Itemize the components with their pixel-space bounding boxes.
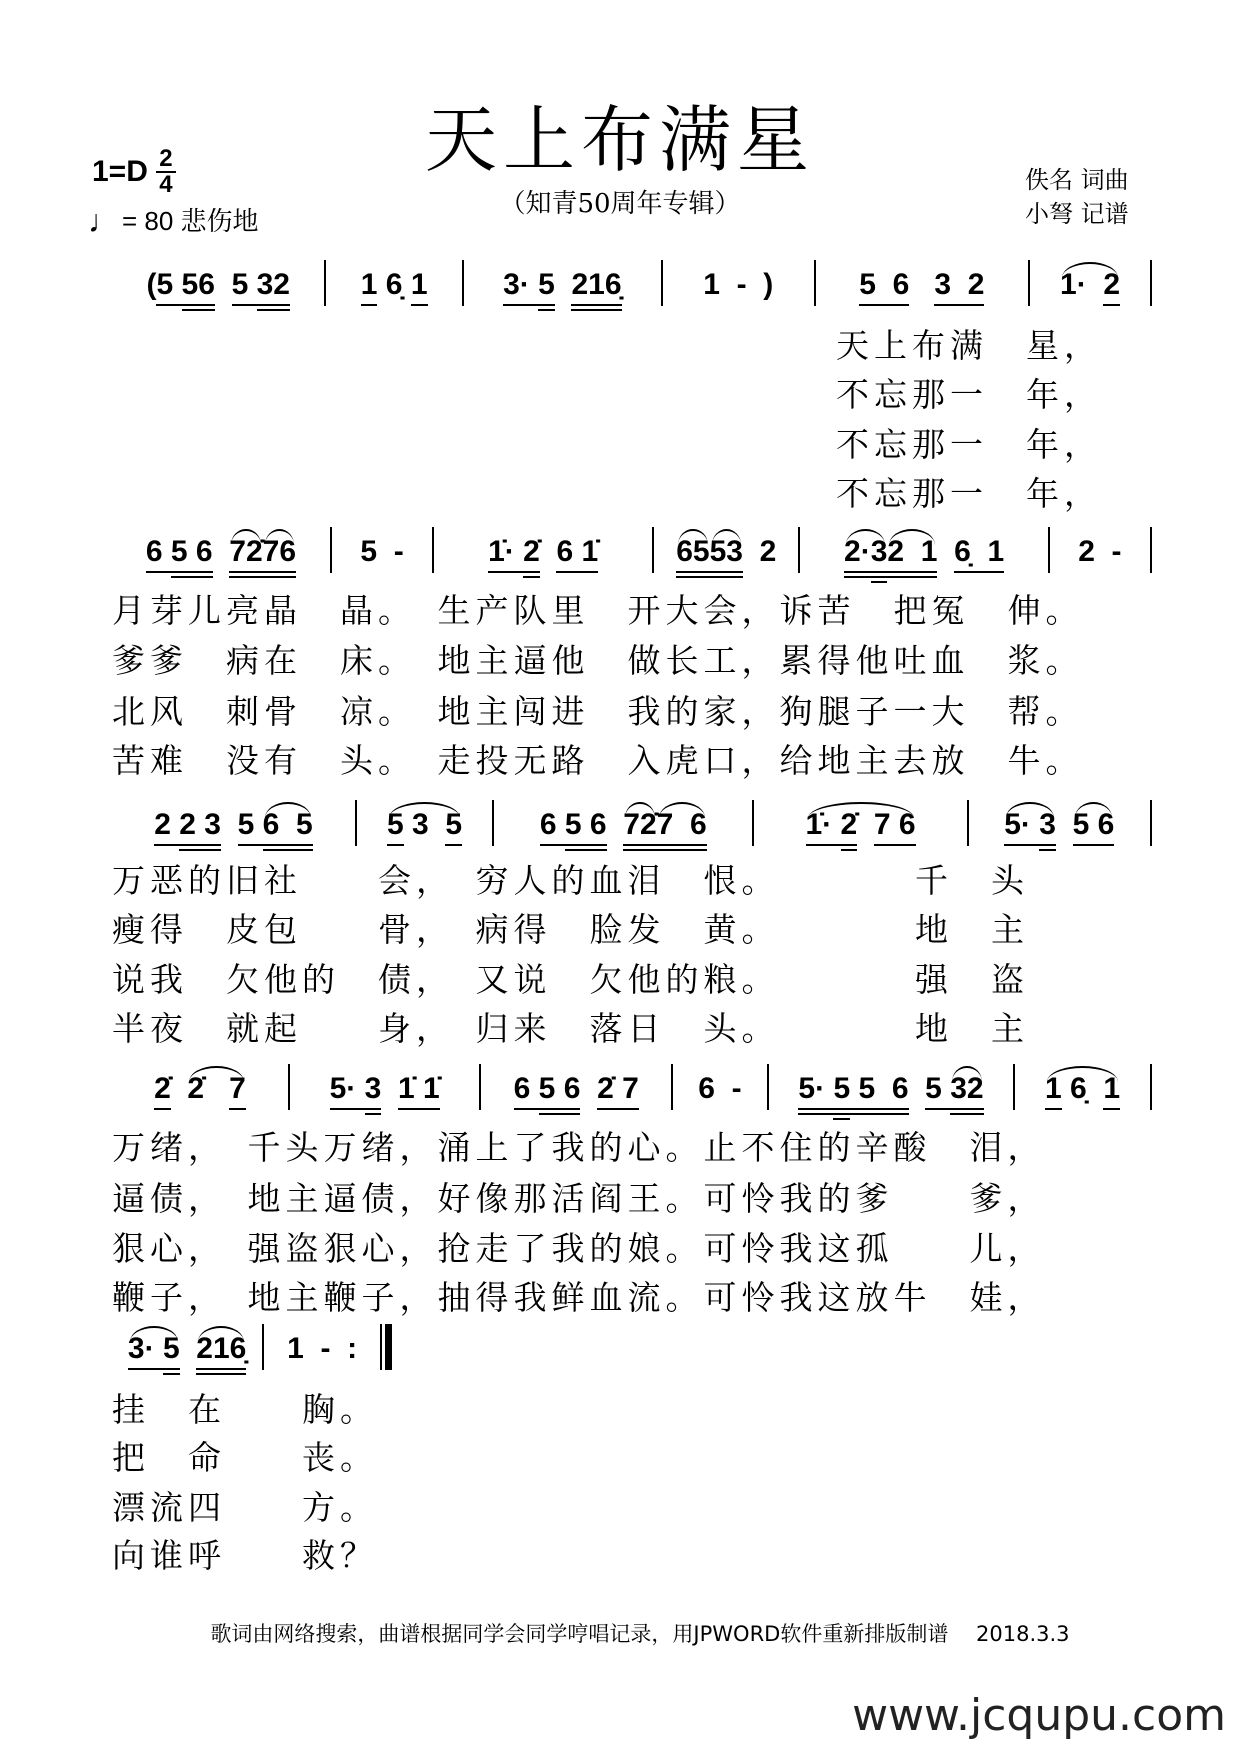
lyric-line-verse-1: 万恶的旧社 会， 穷人的血泪 恨。 千 头 [112, 861, 1029, 900]
note-group: 1̇· [488, 535, 523, 583]
note-group: 1 [411, 268, 428, 316]
lyric-line-verse-3: 北风 刺骨 凉。 地主闯进 我的家，狗腿子一大 帮。 [112, 692, 1084, 731]
note-group: 1 [361, 268, 378, 316]
note-group: 5 6 [171, 535, 213, 583]
measure [434, 535, 652, 583]
barline [380, 1324, 382, 1370]
note-group [215, 268, 232, 316]
note-group: 7 [229, 535, 246, 583]
note-group [381, 1072, 398, 1120]
measure [112, 268, 324, 316]
barline [1150, 1064, 1152, 1110]
lyric-line-verse-4: 苦难 没有 头。 走投无路 入虎口，给地主去放 牛。 [112, 741, 1084, 780]
note-group: 1̇· [806, 808, 841, 856]
note-group: 6 1̇ [556, 535, 598, 583]
note-group: 5 6 [539, 1072, 581, 1120]
note-group: 2̇ [640, 808, 657, 856]
note-group: 7 6 [874, 808, 916, 856]
note-group [221, 808, 238, 856]
note-group: 5· [330, 1072, 365, 1120]
notation-row [112, 258, 1152, 316]
song-subtitle: （知青50周年专辑） [499, 189, 741, 219]
note-group: 6 [676, 535, 693, 583]
note-group: 6 [263, 808, 280, 856]
site-watermark: www.jcqupu.com [852, 1690, 1226, 1741]
time-sig-top: 2 [159, 145, 173, 172]
note-group: 5 [710, 535, 727, 583]
lyric-line-verse-1: 天上布满 星， [836, 326, 1102, 365]
measure [481, 1072, 671, 1120]
note-group: 2 [1103, 268, 1120, 316]
slur [1075, 802, 1113, 818]
note-group: 1 [921, 535, 938, 583]
note-group: 6 [146, 535, 171, 583]
slur [952, 1066, 981, 1082]
note-group: 7 [229, 1072, 246, 1120]
note-group: 7 [623, 808, 640, 856]
note-group: 2 [759, 535, 777, 568]
note-group: 5 6 [850, 1072, 908, 1120]
note-group: 6 - [698, 1072, 742, 1105]
note-group [213, 535, 230, 583]
lyric-line-verse-1: 万绪， 千头万绪，涌上了我的心。止不住的辛酸 泪， [112, 1128, 1046, 1167]
barline [1150, 800, 1152, 846]
note-group: 216̣ [571, 268, 621, 316]
barline [1150, 527, 1152, 573]
slur [1006, 802, 1054, 818]
lyric-line-verse-3: 不忘那一 年， [836, 425, 1102, 464]
note-group: 2 [154, 808, 179, 856]
note-group: 3 [950, 1072, 967, 1120]
measure [969, 808, 1150, 856]
key-signature [92, 145, 176, 198]
lyric-line-verse-2: 不忘那一 年， [836, 375, 1102, 414]
note-group: 6 [1098, 808, 1115, 856]
slur [889, 529, 935, 545]
note-group [607, 808, 624, 856]
note-group: 5 [156, 268, 181, 316]
song-title: 天上布满星 [424, 98, 815, 182]
footer-note: 歌词由网络搜索，曲谱根据同学会同学哼唱记录，用JPWORD软件重新排版制谱 2018.3.3 [210, 1622, 1070, 1646]
note-group [743, 535, 760, 583]
note-group: 3 [1039, 808, 1056, 856]
lyric-line-verse-4: 鞭子， 地主鞭子，抽得我鲜血流。可怜我这放牛 娃， [112, 1278, 1046, 1317]
note-group [555, 268, 572, 316]
slur [130, 1326, 178, 1342]
note-group: 5· [798, 1072, 833, 1120]
slur [389, 802, 460, 818]
measure [112, 535, 330, 583]
slur [231, 529, 260, 545]
key-label: 1=D [92, 155, 148, 188]
note-group: 2̇ [154, 1072, 171, 1120]
note-group: 3 [403, 808, 446, 841]
notation-row [112, 1322, 392, 1380]
tempo-marking [88, 203, 259, 239]
slur [659, 802, 705, 818]
note-group: 3 2 [934, 268, 984, 316]
slur [678, 529, 707, 545]
note-group: 2̇ [187, 1072, 205, 1105]
measure [673, 1072, 767, 1120]
note-group: 3 [365, 1072, 382, 1120]
note-group: 5 [238, 808, 263, 856]
slur [189, 1066, 243, 1082]
lyric-line-verse-3: 说我 欠他的 债， 又说 欠他的粮。 强 盗 [112, 960, 1029, 999]
measure [264, 1332, 380, 1380]
lyric-line-verse-1: 挂 在 胸。 [112, 1390, 378, 1429]
slur [846, 529, 885, 545]
note-group: ( [146, 268, 157, 301]
note-group: 5 [833, 1072, 850, 1120]
note-group: 2· [844, 535, 871, 583]
notation-row [112, 1062, 1152, 1120]
note-group: 5 [538, 268, 555, 316]
note-group: 5 6 [859, 268, 909, 316]
measure [326, 268, 461, 316]
lyric-line-verse-4: 向谁呼 救？ [112, 1536, 378, 1575]
slur [1062, 262, 1118, 278]
lyric-line-verse-2: 瘦得 皮包 骨， 病得 脸发 黄。 地 主 [112, 910, 1029, 949]
measure [816, 268, 1028, 316]
slur [712, 529, 741, 545]
slur [265, 529, 294, 545]
note-group: 6 [514, 1072, 539, 1120]
note-group: 32 [257, 268, 290, 316]
lyric-line-verse-4: 半夜 就起 身， 归来 落日 头。 地 主 [112, 1009, 1029, 1048]
slur [1047, 1066, 1118, 1082]
note-group: 5 [925, 1072, 950, 1120]
lyric-line-verse-2: 逼债， 地主逼债，好像那活阎王。可怜我的爹 爹， [112, 1179, 1046, 1218]
note-group: 2̇ [246, 535, 263, 583]
repeat-end-barline [385, 1324, 392, 1370]
measure [1050, 535, 1150, 583]
measure [494, 808, 752, 856]
note-group [909, 268, 934, 316]
note-group: 6 [690, 808, 707, 856]
measure [332, 535, 432, 583]
note-group: 2 - [1078, 535, 1122, 568]
note-group: 6̣ 1 [954, 535, 1004, 583]
note-group: 216̣ [196, 1332, 246, 1380]
note-group: 5 - [360, 535, 404, 568]
note-group: 3 [726, 535, 743, 583]
lyric-line-verse-3: 漂流四 方。 [112, 1488, 378, 1527]
note-group: 2̇ [841, 808, 858, 856]
credits [1025, 163, 1129, 231]
note-group: 6 [279, 535, 296, 583]
note-group: 5 [693, 535, 710, 583]
note-group: 1 - ) [703, 268, 774, 301]
note-group [580, 1072, 597, 1120]
note-group [540, 535, 557, 583]
note-group: 3· [128, 1332, 163, 1380]
notation-row [112, 798, 1152, 856]
note-group: 1̇ 1̇ [398, 1072, 440, 1120]
slur [625, 802, 654, 818]
note-group: 6̣ [377, 268, 411, 301]
lyric-line-verse-4: 不忘那一 年， [836, 474, 1102, 513]
note-group: 5 [296, 808, 313, 856]
note-group [180, 1332, 197, 1380]
note-group [909, 1072, 926, 1120]
note-group [1056, 808, 1073, 856]
note-group [937, 535, 954, 583]
note-group: 1 - : [287, 1332, 358, 1365]
barline [1150, 260, 1152, 306]
lyric-line-verse-1: 月芽儿亮晶 晶。 生产队里 开大会，诉苦 把冤 伸。 [112, 591, 1084, 630]
note-group: 2 [887, 535, 904, 583]
note-group: 6 [540, 808, 565, 856]
tempo-text: = 80 悲伤地 [122, 206, 259, 236]
note-group: 1 [1045, 1072, 1062, 1120]
note-group: 5 [387, 808, 404, 856]
slur [808, 802, 914, 818]
note-group: 3 [871, 535, 888, 583]
note-group: 1 [1103, 1072, 1120, 1120]
note-group: 5 [163, 1332, 180, 1380]
measure [663, 268, 814, 316]
note-group: 6̣ [1061, 1072, 1104, 1105]
note-group: 2̇ 7 [597, 1072, 639, 1120]
lyric-line-verse-2: 把 命 丧。 [112, 1438, 378, 1477]
slur [198, 1326, 244, 1342]
note-group: 5 [445, 808, 462, 856]
note-group: 7 [657, 808, 674, 856]
time-signature [156, 145, 176, 198]
lyric-line-verse-3: 狠心， 强盗狠心，抢走了我的娘。可怜我这孤 儿， [112, 1229, 1046, 1268]
note-group: 5 [232, 268, 257, 316]
note-group: 5 6 [565, 808, 607, 856]
slur [265, 802, 311, 818]
measure [464, 268, 661, 316]
notation-row [112, 525, 1152, 583]
note-group: 5· [1004, 808, 1039, 856]
measure [290, 1072, 480, 1120]
quarter-note-icon: ♩ [88, 203, 120, 239]
note-group: 56 [182, 268, 215, 316]
note-group: 7 [263, 535, 280, 583]
note-group: 1· [1060, 268, 1096, 301]
credit-notation: 小弩 记谱 [1025, 200, 1129, 228]
note-group: 5 [1073, 808, 1090, 856]
note-group [171, 1072, 188, 1120]
note-group: 2 3 [179, 808, 221, 856]
lyric-line-verse-2: 爹爹 病在 床。 地主逼他 做长工，累得他吐血 浆。 [112, 641, 1084, 680]
time-sig-bottom: 4 [159, 171, 173, 198]
note-group: 2̇ [523, 535, 540, 583]
credit-lyrics-music: 佚名 词曲 [1025, 166, 1129, 194]
note-group: 3· [503, 268, 538, 316]
measure [112, 808, 355, 856]
note-group: 2 [967, 1072, 984, 1120]
